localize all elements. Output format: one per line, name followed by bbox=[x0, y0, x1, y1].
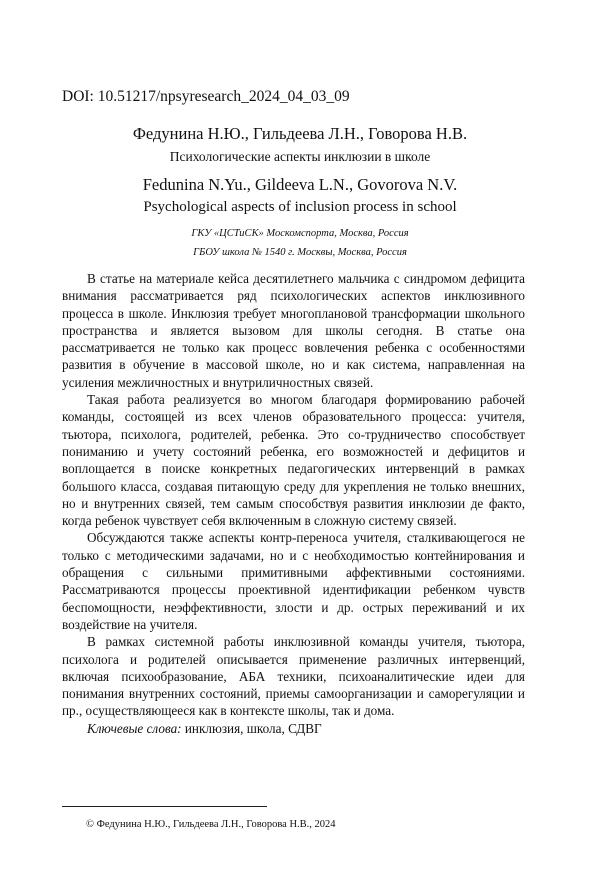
keywords bbox=[62, 720, 525, 737]
title-russian: Психологические аспекты инклюзии в школе bbox=[169, 149, 431, 164]
authors-russian: Федунина Н.Ю., Гильдеева Л.Н., Говорова Н.В. bbox=[132, 124, 468, 143]
abstract-paragraph-1: В статье на материале кейса десятилетнего мальчика с синдромом дефицита внимания рассматривается ряд психологических аспектов инклюзивного процесса в школе. Инклюзия требует многоплановой трансформации школьного пространства и является вызовом для школы сегодня. В статье она рассматривается не только как процесс вовлечения ребенка с особенностями развития в обучение в массовой школе, но и как система, направленная на усиления межличностных и внутриличностных связей. bbox=[62, 271, 525, 390]
abstract-paragraph-2: Такая работа реализуется во многом благодаря формированию рабочей команды, состоящей из всех членов образовательного процесса: учителя, тьютора, психолога, родителей, ребенка. Это со-трудничество способствует пониманию и учету состояний ребенка, его возможностей и дефицитов и воплощается в поиске конкретных педагогических интервенций в рамках большого класса, создавая питающую среду для укрепления не только внешних, но и внутренних связей, тем самым способствуя развития инклюзии де факто, когда ребенок чувствует себя включенным в сложную систему связей. bbox=[62, 392, 525, 529]
abstract-paragraph-3: Обсуждаются также аспекты контр-переноса учителя, сталкивающегося не только с методическими задачами, но и с необходимостью контейнирования и обращения с сильными примитивными аффективными состояниями. Рассматриваются процессы проективной идентификации ребенком чувств беспомощности, неэффективности, злости и др. острых переживаний и их воздействие на учителя. bbox=[62, 530, 525, 632]
keywords-label: Ключевые слова: bbox=[87, 720, 182, 736]
footnote-divider bbox=[62, 806, 267, 807]
affiliation-2: ГБОУ школа № 1540 г. Москвы, Москва, Россия bbox=[193, 247, 407, 258]
affiliation-1: ГКУ «ЦСТиСК» Москомспорта, Москва, Россия bbox=[191, 228, 409, 239]
abstract bbox=[62, 270, 525, 737]
copyright: © Федунина Н.Ю., Гильдеева Л.Н., Говорова Н.В., 2024 bbox=[86, 819, 336, 830]
title-english: Psychological aspects of inclusion process in school bbox=[143, 199, 457, 215]
authors-english: Fedunina N.Yu., Gildeeva L.N., Govorova N.V. bbox=[142, 175, 458, 194]
abstract-paragraph-4: В рамках системной работы инклюзивной команды учителя, тьютора, психолога и родителей описывается применение различных интервенций, включая психообразование, АБА техники, психоаналитические идеи для понимания внутренних состояний, приемы самоорганизации и саморегуляции и пр., осуществляющееся как в контексте школы, так и дома. bbox=[62, 634, 525, 719]
keywords-text: инклюзия, школа, СДВГ bbox=[184, 720, 322, 736]
doi: DOI: 10.51217/npsyresearch_2024_04_03_09 bbox=[62, 88, 350, 105]
